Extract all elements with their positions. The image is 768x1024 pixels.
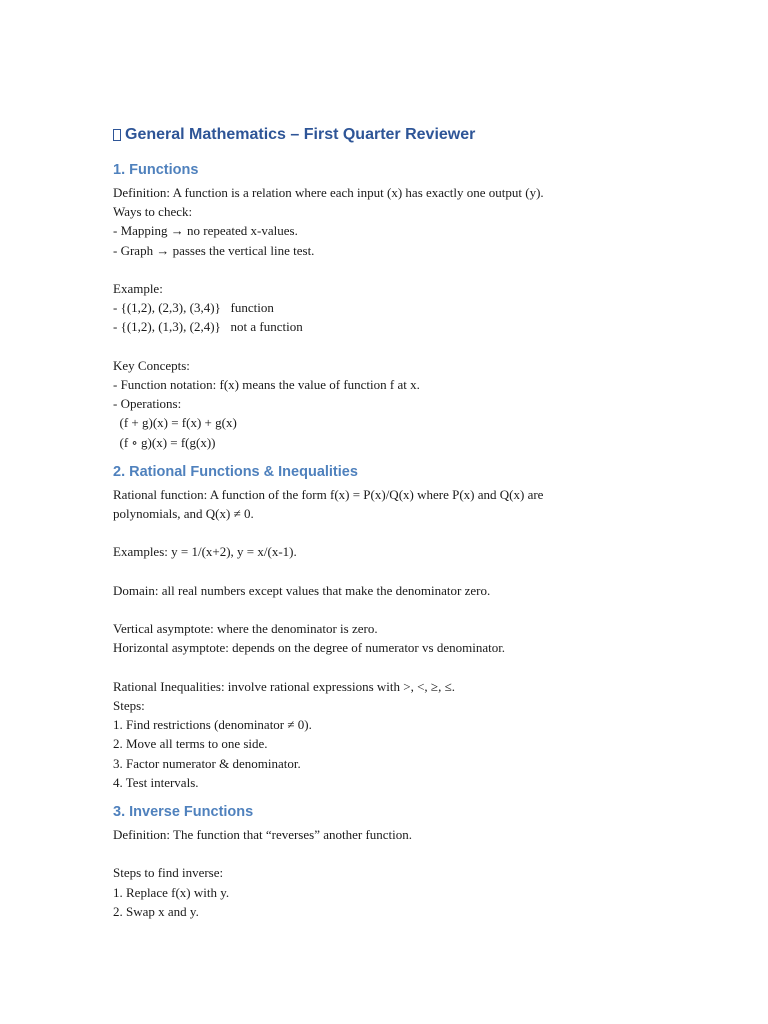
document-title [113, 124, 713, 146]
text-line: 4. Test intervals. [113, 774, 199, 790]
text-line: Horizontal asymptote: depends on the degree of numerator vs denominator. [113, 640, 506, 656]
blank-line [113, 658, 713, 677]
text-line: - {(1,2), (2,3), (3,4)} function [113, 300, 274, 316]
section-functions [113, 160, 713, 452]
text-line: - {(1,2), (1,3), (2,4)} not a function [113, 319, 303, 335]
section-body [113, 825, 713, 921]
text-line: - Graph → passes the vertical line test. [113, 242, 315, 258]
document-page [113, 124, 713, 931]
text-line: Examples: y = 1/(x+2), y = x/(x-1). [113, 544, 297, 560]
section-rational-functions [113, 462, 713, 792]
section-body [113, 485, 713, 792]
text-line: Example: [113, 281, 163, 296]
blank-line [113, 523, 713, 542]
section-heading: 1. Functions [113, 162, 199, 178]
text-line: 1. Replace f(x) with y. [113, 884, 230, 900]
text-line: 2. Swap x and y. [113, 903, 199, 919]
text-line: Rational function: A function of the form f(x) = P(x)/Q(x) where P(x) and Q(x) are [113, 486, 544, 502]
text-line: - Operations: [113, 396, 182, 412]
blank-line [113, 844, 713, 863]
blank-line [113, 260, 713, 279]
text-line: Vertical asymptote: where the denominator is zero. [113, 621, 378, 637]
text-line: Key Concepts: [113, 357, 190, 373]
blank-line [113, 337, 713, 356]
text-line: 1. Find restrictions (denominator ≠ 0). [113, 717, 312, 733]
text-line: Definition: The function that “reverses” another function. [113, 827, 413, 842]
book-icon [113, 129, 121, 141]
section-heading: 2. Rational Functions & Inequalities [113, 463, 358, 480]
text-line: 3. Factor numerator & denominator. [113, 755, 301, 771]
text-line: (f ∘ g)(x) = f(g(x)) [113, 434, 216, 450]
section-inverse-functions [113, 802, 713, 921]
text-line: (f + g)(x) = f(x) + g(x) [113, 415, 237, 431]
blank-line [113, 562, 713, 581]
blank-line [113, 600, 713, 619]
text-line: Steps to find inverse: [113, 865, 224, 881]
text-line: Definition: A function is a relation where each input (x) has exactly one output (y). [113, 185, 544, 200]
section-heading: 3. Inverse Functions [113, 804, 254, 820]
text-line: Ways to check: [113, 204, 193, 220]
text-line: polynomials, and Q(x) ≠ 0. [113, 506, 254, 522]
text-line: 2. Move all terms to one side. [113, 736, 268, 752]
text-line: Steps: [113, 697, 145, 713]
section-body [113, 183, 713, 452]
document-title-text: General Mathematics – First Quarter Reviewer [125, 126, 476, 143]
text-line: - Function notation: f(x) means the value of function f at x. [113, 377, 420, 392]
text-line: Domain: all real numbers except values that make the denominator zero. [113, 582, 491, 598]
text-line: - Mapping → no repeated x-values. [113, 223, 298, 239]
text-line: Rational Inequalities: involve rational expressions with >, <, ≥, ≤. [113, 678, 455, 694]
